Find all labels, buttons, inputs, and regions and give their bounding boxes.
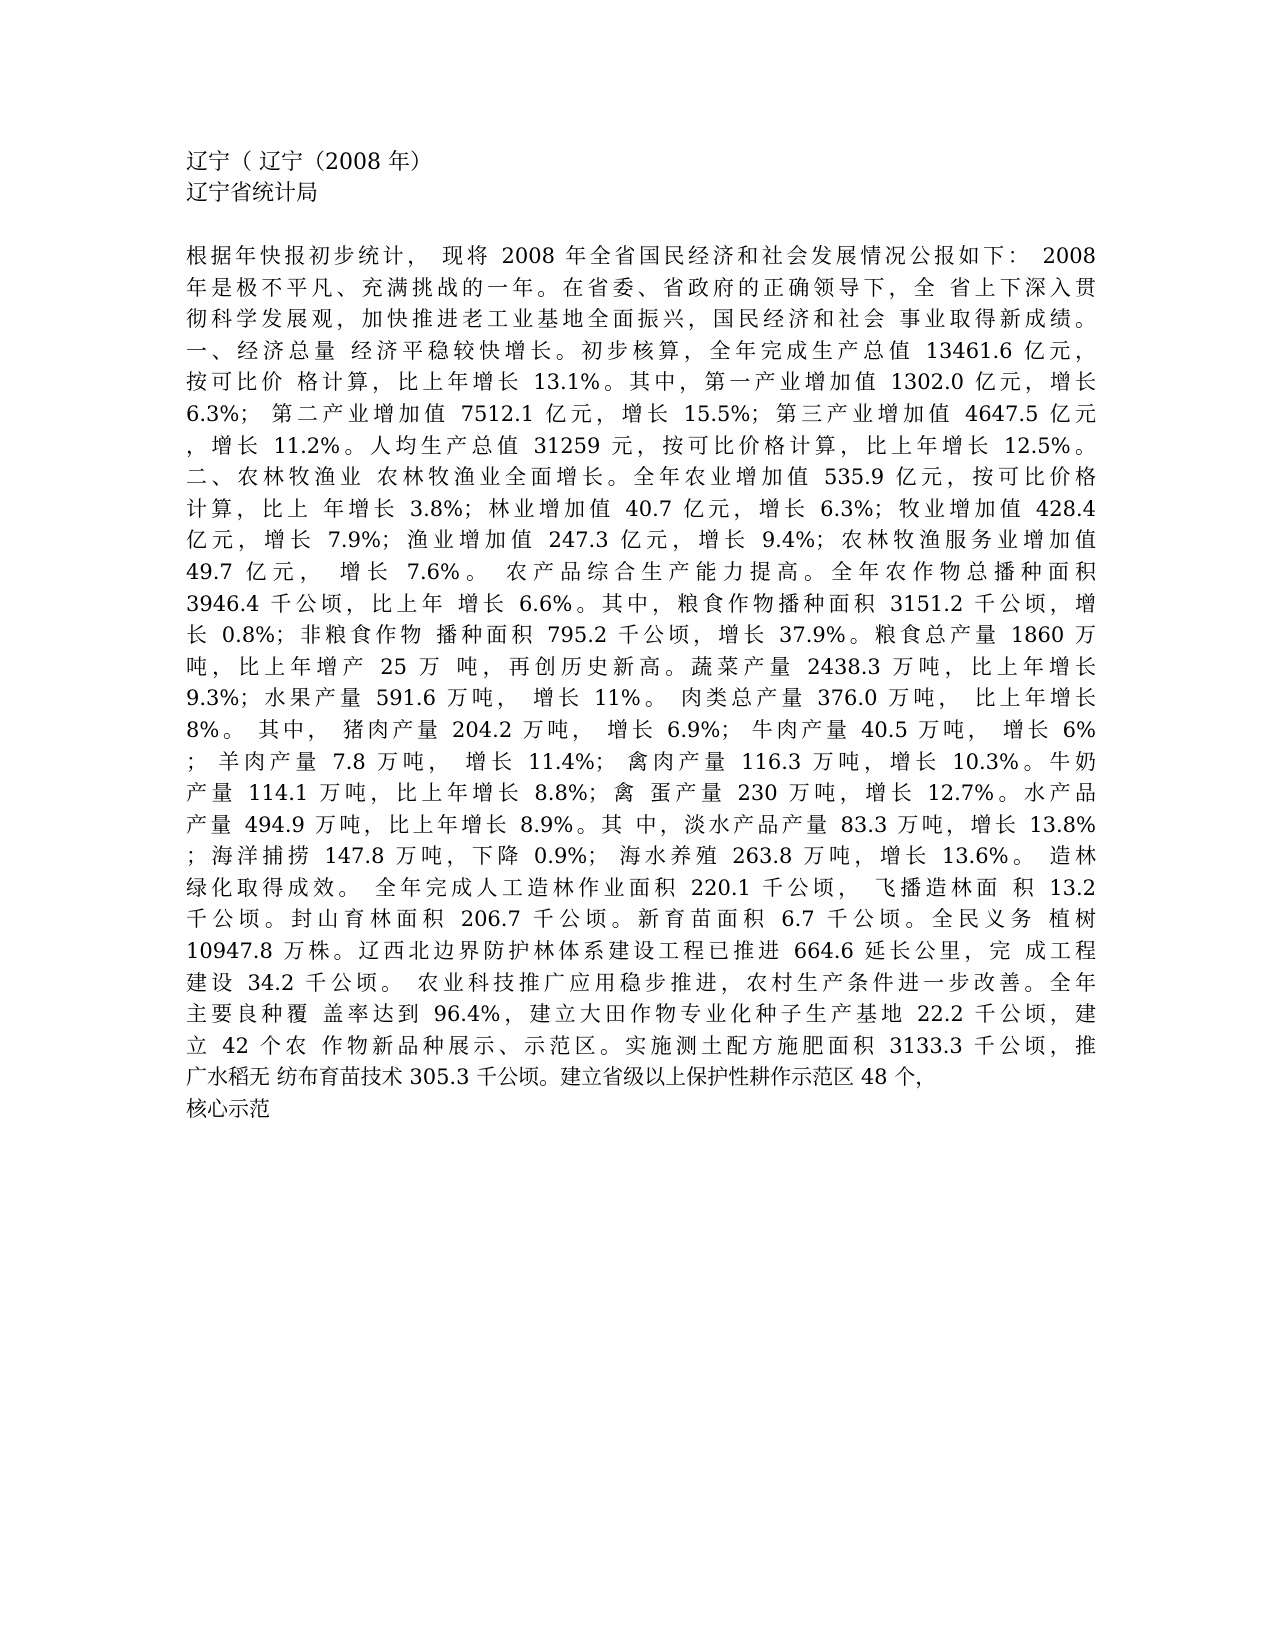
body-line: 计算，比上 年增长 3.8%；林业增加值 40.7 亿元，增长 6.3%；牧业增加值 428.4 — [186, 496, 1096, 521]
body-line: 产量 114.1 万吨，比上年增长 8.8%；禽 蛋产量 230 万吨，增长 12.7%。水产品 — [186, 781, 1096, 806]
body-line: 广水稻无 纺布育苗技术 305.3 千公顷。建立省级以上保护性耕作示范区 48 个， — [186, 1065, 937, 1090]
body-line: 彻科学发展观，加快推进老工业基地全面振兴，国民经济和社会 事业取得新成绩。 — [186, 307, 1096, 332]
body-line: 亿元，增长 7.9%；渔业增加值 247.3 亿元，增长 9.4%；农林牧渔服务业增加值 — [186, 528, 1096, 553]
body-line: 千公顷。封山育林面积 206.7 千公顷。新育苗面积 6.7 千公顷。全民义务 植树 — [186, 907, 1096, 932]
body-line: 10947.8 万株。辽西北边界防护林体系建设工程已推进 664.6 延长公里，完 成工程 — [186, 939, 1096, 964]
body-line: 吨，比上年增产 25 万 吨，再创历史新高。蔬菜产量 2438.3 万吨，比上年增长 — [186, 654, 1096, 679]
body-line: 3946.4 千公顷，比上年 增长 6.6%。其中，粮食作物播种面积 3151.2 千公顷，增 — [186, 591, 1096, 616]
document-author: 辽宁省统计局 — [186, 181, 319, 206]
body-line: 立 42 个农 作物新品种展示、示范区。实施测土配方施肥面积 3133.3 千公顷，推 — [186, 1033, 1096, 1058]
body-line: 49.7 亿元， 增长 7.6%。 农产品综合生产能力提高。全年农作物总播种面积 — [186, 559, 1096, 584]
document-header — [186, 147, 1086, 209]
body-line: ，增长 11.2%。人均生产总值 31259 元，按可比价格计算，比上年增长 12.5%。 — [186, 433, 1096, 458]
body-line: 8%。 其中， 猪肉产量 204.2 万吨， 增长 6.9%； 牛肉产量 40.5 万吨， 增长 6% — [186, 717, 1096, 742]
document-body — [186, 241, 1096, 1126]
body-line: 建设 34.2 千公顷。 农业科技推广应用稳步推进，农村生产条件进一步改善。全年 — [186, 970, 1096, 995]
document-title: 辽宁（ 辽宁（2008 年） — [186, 150, 432, 175]
body-line: ；海洋捕捞 147.8 万吨，下降 0.9%； 海水养殖 263.8 万吨，增长 13.6%。 造林 — [186, 844, 1096, 869]
body-line: 年是极不平凡、充满挑战的一年。在省委、省政府的正确领导下，全 省上下深入贯 — [186, 275, 1096, 300]
body-line: 9.3%；水果产量 591.6 万吨， 增长 11%。 肉类总产量 376.0 万吨， 比上年增长 — [186, 686, 1096, 711]
body-line: 按可比价 格计算，比上年增长 13.1%。其中，第一产业增加值 1302.0 亿元，增长 — [186, 370, 1096, 395]
body-line: ； 羊肉产量 7.8 万吨， 增长 11.4%； 禽肉产量 116.3 万吨，增长 10.3%。牛奶 — [186, 749, 1096, 774]
body-line: 主要良种覆 盖率达到 96.4%，建立大田作物专业化种子生产基地 22.2 千公顷，建 — [186, 1002, 1096, 1027]
body-line: 一、经济总量 经济平稳较快增长。初步核算，全年完成生产总值 13461.6 亿元， — [186, 338, 1096, 363]
body-line: 核心示范 — [186, 1097, 270, 1122]
body-line: 长 0.8%；非粮食作物 播种面积 795.2 千公顷，增长 37.9%。粮食总产量 1860 万 — [186, 623, 1096, 648]
body-line: 6.3%； 第二产业增加值 7512.1 亿元，增长 15.5%；第三产业增加值 4647.5 亿元 — [186, 401, 1096, 426]
body-line: 产量 494.9 万吨，比上年增长 8.9%。其 中，淡水产品产量 83.3 万吨，增长 13.8% — [186, 812, 1096, 837]
body-line: 二、农林牧渔业 农林牧渔业全面增长。全年农业增加值 535.9 亿元，按可比价格 — [186, 465, 1096, 490]
body-line: 根据年快报初步统计， 现将 2008 年全省国民经济和社会发展情况公报如下： 2008 — [186, 244, 1096, 268]
body-line: 绿化取得成效。 全年完成人工造林作业面积 220.1 千公顷， 飞播造林面 积 13.2 — [186, 875, 1096, 900]
